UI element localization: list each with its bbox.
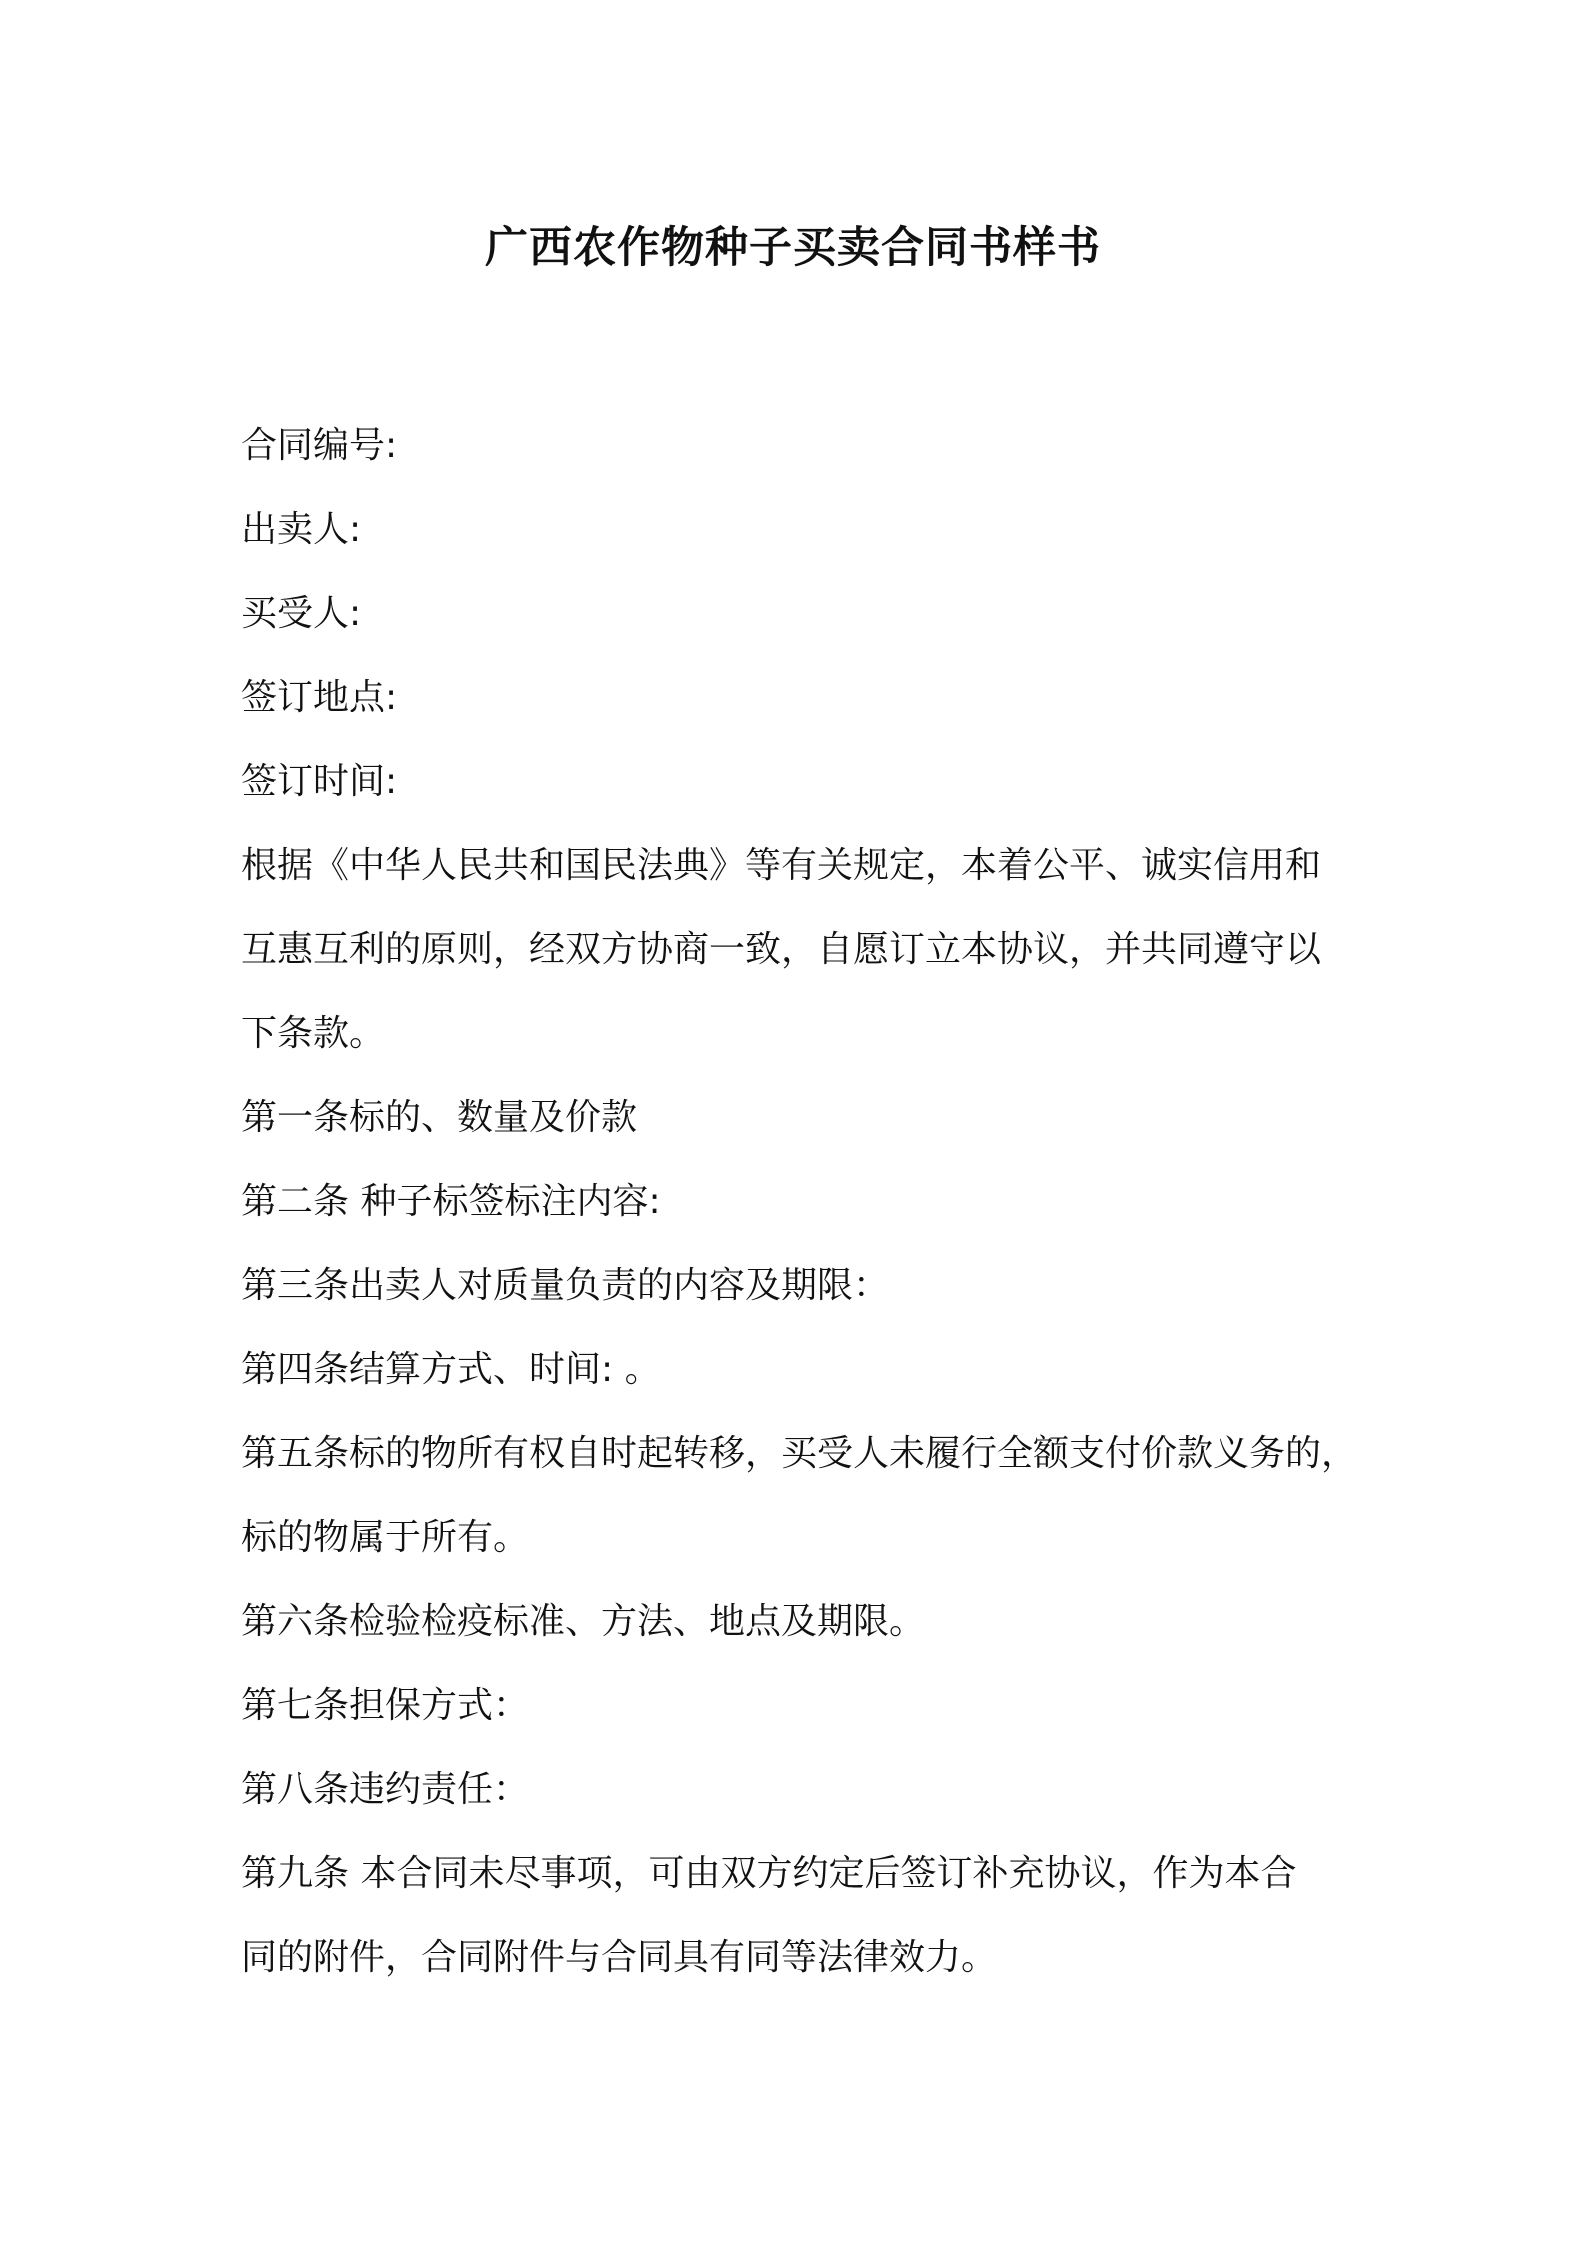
article-4: 第四条结算方式、时间: 。 <box>241 1349 661 1390</box>
signing-time-line: 签订时间: <box>241 761 398 802</box>
preamble-line-3: 下条款。 <box>241 1013 386 1054</box>
contract-number-line: 合同编号: <box>241 425 398 466</box>
article-1: 第一条标的、数量及价款 <box>241 1097 638 1138</box>
document-title: 广西农作物种子买卖合同书样书 <box>485 223 1101 273</box>
preamble-line-2: 互惠互利的原则，经双方协商一致，自愿订立本协议，并共同遵守以 <box>241 929 1322 970</box>
article-7: 第七条担保方式： <box>241 1685 530 1726</box>
article-3: 第三条出卖人对质量负责的内容及期限： <box>241 1265 890 1306</box>
article-9-line-1: 第九条 本合同未尽事项，可由双方约定后签订补充协议，作为本合 <box>241 1853 1297 1894</box>
seller-line: 出卖人: <box>241 509 362 550</box>
article-5-line-1: 第五条标的物所有权自时起转移，买受人未履行全额支付价款义务的， <box>241 1433 1358 1474</box>
article-9-line-2: 同的附件，合同附件与合同具有同等法律效力。 <box>241 1937 998 1978</box>
article-6: 第六条检验检疫标准、方法、地点及期限。 <box>241 1601 926 1642</box>
article-2: 第二条 种子标签标注内容: <box>241 1181 661 1222</box>
preamble-line-1: 根据《中华人民共和国民法典》等有关规定，本着公平、诚实信用和 <box>241 845 1322 886</box>
document-body <box>241 404 1381 2000</box>
article-8: 第八条违约责任： <box>241 1769 530 1810</box>
signing-place-line: 签订地点: <box>241 677 398 718</box>
buyer-line: 买受人: <box>241 593 362 634</box>
article-5-line-2: 标的物属于所有。 <box>241 1517 530 1558</box>
